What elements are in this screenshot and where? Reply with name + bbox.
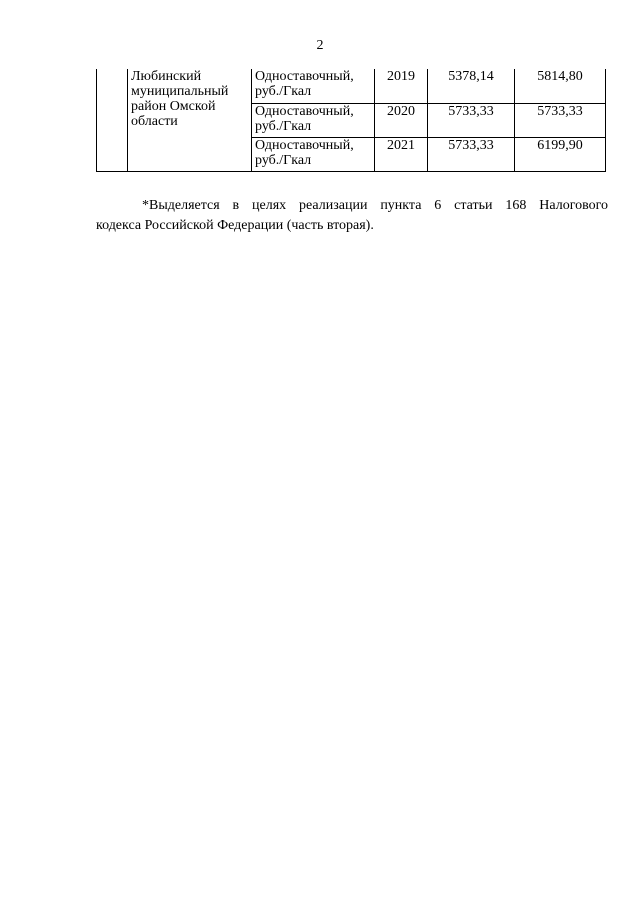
table-row (97, 69, 606, 103)
footnote (96, 196, 608, 236)
tariff-value-2-cell: 5814,80 (515, 69, 606, 103)
tariff-value-1-cell: 5378,14 (428, 69, 515, 103)
tariff-value-1-cell: 5733,33 (428, 137, 515, 171)
footnote-line-1: *Выделяется в целях реализации пункта 6 статьи 168 Налогового (142, 198, 608, 213)
row-number-cell (97, 69, 128, 171)
tariff-value-2-cell: 5733,33 (515, 103, 606, 137)
municipality-cell: Любинский муниципальный район Омской области (128, 69, 252, 171)
year-cell: 2019 (375, 69, 428, 103)
year-cell: 2020 (375, 103, 428, 137)
tariff-type-cell: Одноставочный, руб./Гкал (252, 69, 375, 103)
tariff-type-cell: Одноставочный, руб./Гкал (252, 137, 375, 171)
tariff-table (96, 69, 606, 172)
tariff-type-cell: Одноставочный, руб./Гкал (252, 103, 375, 137)
tariff-value-1-cell: 5733,33 (428, 103, 515, 137)
page-number: 2 (316, 38, 324, 53)
tariff-value-2-cell: 6199,90 (515, 137, 606, 171)
footnote-line-2: кодекса Российской Федерации (часть вторая). (96, 218, 374, 233)
year-cell: 2021 (375, 137, 428, 171)
